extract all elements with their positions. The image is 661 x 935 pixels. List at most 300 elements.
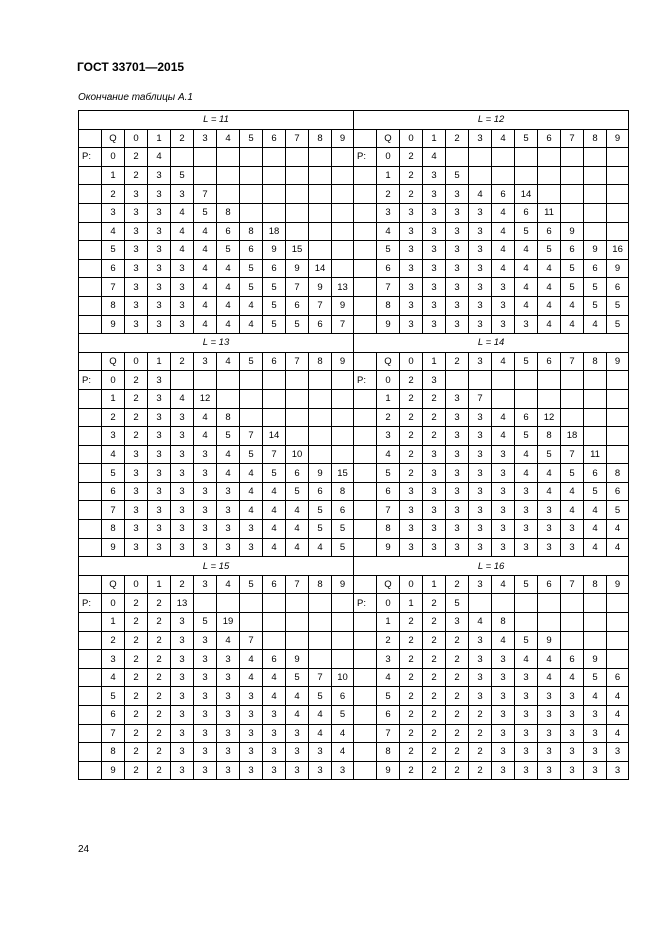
table-row (79, 594, 629, 613)
column-header-cell: 3 (469, 352, 492, 371)
column-header-cell: 6 (538, 129, 561, 148)
table-cell: 3 (263, 724, 286, 743)
table-cell: 9 (309, 464, 332, 483)
table-cell: 2 (125, 631, 148, 650)
column-header-cell: 0 (400, 129, 423, 148)
table-cell: 3 (400, 259, 423, 278)
table-row (79, 631, 629, 650)
table-cell (584, 594, 607, 613)
p-column-cell (79, 129, 102, 148)
table-cell (309, 241, 332, 260)
column-header-cell: 1 (423, 129, 446, 148)
table-cell (561, 203, 584, 222)
table-cell: 3 (515, 668, 538, 687)
table-cell: 3 (469, 259, 492, 278)
p-column-cell (79, 501, 102, 520)
table-cell: 2 (125, 687, 148, 706)
table-cell: 3 (171, 520, 194, 539)
table-cell: 2 (125, 594, 148, 613)
column-header-cell: 5 (515, 129, 538, 148)
table-cell: 9 (286, 650, 309, 669)
table-cell: 1 (377, 389, 400, 408)
column-header-cell: 3 (469, 575, 492, 594)
column-header-cell: 4 (492, 129, 515, 148)
table-cell: 3 (125, 445, 148, 464)
table-cell: 4 (561, 501, 584, 520)
table-cell: 6 (332, 687, 354, 706)
p-column-cell (79, 575, 102, 594)
p-column-cell (354, 408, 377, 427)
table-cell (217, 371, 240, 390)
table-cell: 3 (492, 687, 515, 706)
table-cell: 6 (515, 408, 538, 427)
table-cell: 5 (584, 482, 607, 501)
column-header-row (79, 575, 629, 594)
table-cell: 2 (423, 706, 446, 725)
table-cell (538, 185, 561, 204)
table-cell (469, 371, 492, 390)
block-label: L = 16 (354, 557, 629, 576)
table-cell: 2 (400, 761, 423, 780)
table-cell: 3 (377, 203, 400, 222)
p-column-cell (354, 296, 377, 315)
column-header-cell: Q (377, 129, 400, 148)
table-cell: 14 (309, 259, 332, 278)
table-cell: 2 (400, 743, 423, 762)
table-cell: 18 (263, 222, 286, 241)
column-header-cell: 4 (492, 352, 515, 371)
probability-table (78, 110, 629, 780)
table-cell: 5 (584, 668, 607, 687)
table-cell (492, 371, 515, 390)
table-cell: 3 (171, 687, 194, 706)
page-number: 24 (78, 844, 90, 855)
table-cell: 3 (400, 222, 423, 241)
table-cell: 3 (561, 743, 584, 762)
table-cell (492, 148, 515, 167)
table-cell: 4 (515, 241, 538, 260)
table-cell: 4 (561, 296, 584, 315)
table-cell: 6 (102, 259, 125, 278)
p-column-cell (79, 761, 102, 780)
table-cell: 3 (148, 315, 171, 334)
table-cell: 7 (469, 389, 492, 408)
table-cell: 2 (148, 761, 171, 780)
table-cell: 3 (492, 464, 515, 483)
table-cell: 7 (377, 724, 400, 743)
table-cell: 2 (400, 706, 423, 725)
table-cell: 4 (492, 259, 515, 278)
table-cell: 3 (171, 668, 194, 687)
table-cell: 9 (332, 296, 354, 315)
table-cell: 10 (286, 445, 309, 464)
table-cell (286, 427, 309, 446)
table-cell: 2 (446, 687, 469, 706)
table-cell: 3 (148, 278, 171, 297)
table-cell: 4 (171, 389, 194, 408)
table-row (79, 464, 629, 483)
table-cell: 4 (584, 315, 607, 334)
table-cell: 5 (538, 445, 561, 464)
p-column-cell (354, 724, 377, 743)
table-cell: 3 (194, 631, 217, 650)
table-cell: 4 (492, 203, 515, 222)
table-cell: 4 (102, 222, 125, 241)
table-cell: 5 (607, 296, 629, 315)
table-cell: 7 (332, 315, 354, 334)
table-cell: 3 (515, 687, 538, 706)
table-cell: 4 (377, 445, 400, 464)
column-header-cell: 7 (286, 575, 309, 594)
table-row (79, 743, 629, 762)
table-cell: 1 (377, 166, 400, 185)
table-cell: 3 (446, 315, 469, 334)
table-cell: 2 (446, 668, 469, 687)
table-cell: 3 (423, 259, 446, 278)
table-cell: 4 (240, 315, 263, 334)
table-cell: 3 (217, 761, 240, 780)
table-cell: 3 (400, 241, 423, 260)
table-cell: 3 (561, 706, 584, 725)
p-column-cell (354, 315, 377, 334)
table-cell (538, 613, 561, 632)
table-cell: 3 (492, 743, 515, 762)
block-label: L = 15 (79, 557, 354, 576)
table-cell: 3 (194, 482, 217, 501)
table-cell: 5 (263, 464, 286, 483)
p-column-cell (354, 129, 377, 148)
table-cell (332, 222, 354, 241)
table-cell (309, 445, 332, 464)
table-cell: 3 (400, 520, 423, 539)
p-column-cell (354, 166, 377, 185)
table-cell (263, 371, 286, 390)
table-cell: 1 (377, 613, 400, 632)
p-column-cell (79, 427, 102, 446)
table-cell: 3 (102, 203, 125, 222)
p-column-cell (79, 315, 102, 334)
table-cell: 9 (607, 259, 629, 278)
table-cell: 3 (125, 185, 148, 204)
column-header-cell: 7 (561, 575, 584, 594)
table-cell: 5 (561, 259, 584, 278)
table-cell: 3 (194, 501, 217, 520)
p-column-cell (354, 575, 377, 594)
table-cell: 8 (332, 482, 354, 501)
table-cell: 3 (125, 482, 148, 501)
column-header-cell: 5 (240, 352, 263, 371)
table-cell: 2 (423, 389, 446, 408)
table-cell: 3 (469, 631, 492, 650)
table-cell (469, 166, 492, 185)
table-cell: 4 (332, 743, 354, 762)
table-cell: 5 (515, 222, 538, 241)
table-row (79, 389, 629, 408)
table-cell (194, 148, 217, 167)
table-cell: 5 (446, 166, 469, 185)
table-cell: 9 (561, 222, 584, 241)
table-cell: 14 (515, 185, 538, 204)
table-cell: 2 (469, 761, 492, 780)
p-column-cell (354, 687, 377, 706)
p-column-cell (79, 389, 102, 408)
column-header-cell: 2 (171, 575, 194, 594)
table-cell: 4 (538, 482, 561, 501)
table-cell: 4 (492, 222, 515, 241)
table-cell: 4 (286, 538, 309, 557)
table-cell: 4 (240, 482, 263, 501)
table-cell: 7 (377, 278, 400, 297)
table-cell (263, 631, 286, 650)
table-cell: 3 (125, 241, 148, 260)
table-cell: 5 (263, 278, 286, 297)
table-cell: 6 (561, 241, 584, 260)
column-header-cell: 5 (240, 129, 263, 148)
table-row (79, 520, 629, 539)
column-header-cell: 3 (194, 575, 217, 594)
table-cell: 19 (217, 613, 240, 632)
table-cell: 4 (263, 538, 286, 557)
table-row (79, 278, 629, 297)
table-row (79, 222, 629, 241)
table-cell: 4 (240, 668, 263, 687)
table-cell: 4 (263, 520, 286, 539)
table-cell: 5 (217, 427, 240, 446)
table-cell: 3 (217, 743, 240, 762)
p-column-cell (79, 482, 102, 501)
table-cell (561, 613, 584, 632)
column-header-cell: 2 (171, 129, 194, 148)
table-cell: 3 (171, 613, 194, 632)
table-cell (217, 389, 240, 408)
table-cell (515, 371, 538, 390)
column-header-row (79, 129, 629, 148)
table-cell: 6 (332, 501, 354, 520)
table-cell: 2 (423, 408, 446, 427)
table-cell: 3 (194, 724, 217, 743)
table-cell: 3 (194, 464, 217, 483)
table-cell (332, 371, 354, 390)
table-cell: 6 (263, 259, 286, 278)
table-cell: 3 (400, 203, 423, 222)
table-cell: 3 (469, 650, 492, 669)
table-cell: 3 (171, 315, 194, 334)
table-row (79, 185, 629, 204)
table-cell: 3 (194, 520, 217, 539)
table-cell (607, 631, 629, 650)
table-row (79, 427, 629, 446)
table-cell: 3 (286, 761, 309, 780)
table-cell (469, 148, 492, 167)
table-cell: 3 (584, 724, 607, 743)
table-cell: 2 (148, 668, 171, 687)
column-header-cell: 8 (309, 575, 332, 594)
table-cell: 4 (492, 408, 515, 427)
table-cell: 3 (102, 427, 125, 446)
table-cell (309, 427, 332, 446)
table-cell: 3 (561, 538, 584, 557)
table-cell (286, 371, 309, 390)
column-header-cell: Q (102, 352, 125, 371)
table-cell: 3 (446, 222, 469, 241)
table-cell: 8 (102, 743, 125, 762)
table-cell (263, 148, 286, 167)
table-cell (309, 389, 332, 408)
table-cell: 4 (217, 259, 240, 278)
column-header-cell: 9 (607, 129, 629, 148)
table-cell (309, 613, 332, 632)
table-cell: 9 (377, 315, 400, 334)
p-column-cell (79, 520, 102, 539)
table-cell (584, 148, 607, 167)
table-cell: 2 (400, 687, 423, 706)
table-cell: 2 (125, 724, 148, 743)
p-column-cell (79, 185, 102, 204)
table-cell: 3 (125, 464, 148, 483)
table-cell: 5 (286, 668, 309, 687)
table-cell (240, 408, 263, 427)
table-cell: 3 (171, 482, 194, 501)
column-header-cell: 1 (148, 129, 171, 148)
table-cell: 2 (423, 687, 446, 706)
table-cell (286, 389, 309, 408)
column-header-cell: 1 (423, 575, 446, 594)
table-cell: 3 (171, 427, 194, 446)
table-cell (538, 166, 561, 185)
table-cell: 3 (240, 538, 263, 557)
table-cell (561, 408, 584, 427)
table-cell: 3 (469, 408, 492, 427)
table-cell (515, 166, 538, 185)
table-cell: 6 (240, 241, 263, 260)
table-cell (584, 185, 607, 204)
table-cell: 4 (607, 538, 629, 557)
table-cell: 3 (423, 482, 446, 501)
column-header-cell: 0 (400, 575, 423, 594)
table-cell: 5 (377, 687, 400, 706)
table-cell: 3 (125, 259, 148, 278)
block-header-row (79, 557, 629, 576)
table-cell: 2 (446, 743, 469, 762)
table-cell: 5 (607, 501, 629, 520)
p-column-cell (79, 724, 102, 743)
table-cell: 3 (469, 464, 492, 483)
table-cell: 4 (309, 724, 332, 743)
p-column-cell (354, 352, 377, 371)
table-cell: 3 (423, 241, 446, 260)
p-column-cell (354, 706, 377, 725)
table-cell: 3 (171, 278, 194, 297)
p-column-cell (354, 538, 377, 557)
table-cell: 4 (217, 464, 240, 483)
table-cell (515, 389, 538, 408)
p-column-cell (354, 427, 377, 446)
table-cell (607, 222, 629, 241)
p-column-cell (79, 241, 102, 260)
table-cell (332, 445, 354, 464)
column-header-cell: 7 (286, 129, 309, 148)
table-cell: 4 (240, 501, 263, 520)
table-cell: 5 (240, 445, 263, 464)
table-cell (607, 166, 629, 185)
table-cell (561, 166, 584, 185)
table-cell: 4 (538, 315, 561, 334)
table-cell: 3 (309, 761, 332, 780)
table-cell: 4 (492, 427, 515, 446)
p-column-cell (354, 389, 377, 408)
table-cell: 4 (538, 259, 561, 278)
table-cell: 3 (515, 501, 538, 520)
table-cell: 5 (171, 166, 194, 185)
table-cell: 3 (217, 520, 240, 539)
table-cell: 2 (423, 650, 446, 669)
table-cell: 4 (515, 259, 538, 278)
table-cell (309, 371, 332, 390)
table-cell: 4 (194, 408, 217, 427)
table-cell: 8 (102, 296, 125, 315)
table-cell: 2 (446, 650, 469, 669)
table-cell: 3 (538, 687, 561, 706)
table-cell: 3 (515, 538, 538, 557)
table-cell: 4 (240, 650, 263, 669)
p-column-cell (79, 706, 102, 725)
p-label: P: (354, 594, 377, 613)
table-cell: 11 (584, 445, 607, 464)
table-cell: 5 (446, 594, 469, 613)
p-label: P: (354, 371, 377, 390)
table-cell (584, 613, 607, 632)
p-column-cell (79, 203, 102, 222)
table-cell: 3 (171, 650, 194, 669)
table-cell: 4 (286, 706, 309, 725)
table-cell: 3 (194, 761, 217, 780)
table-cell: 3 (194, 706, 217, 725)
table-cell: 3 (469, 687, 492, 706)
table-cell (584, 371, 607, 390)
table-cell: 2 (446, 706, 469, 725)
column-header-cell: 9 (332, 575, 354, 594)
table-cell: 2 (148, 743, 171, 762)
column-header-cell: 8 (584, 129, 607, 148)
table-cell: 3 (492, 315, 515, 334)
table-cell (584, 408, 607, 427)
table-cell: 3 (446, 278, 469, 297)
table-cell: 2 (102, 631, 125, 650)
table-cell: 4 (469, 185, 492, 204)
table-cell (332, 650, 354, 669)
table-cell (515, 594, 538, 613)
table-cell: 3 (607, 761, 629, 780)
table-cell: 5 (263, 296, 286, 315)
table-cell: 3 (561, 520, 584, 539)
table-cell: 3 (217, 687, 240, 706)
table-cell: 1 (102, 389, 125, 408)
table-cell: 3 (171, 296, 194, 315)
table-cell: 3 (538, 724, 561, 743)
p-column-cell (354, 241, 377, 260)
table-cell: 3 (125, 520, 148, 539)
table-cell: 2 (400, 445, 423, 464)
table-row (79, 668, 629, 687)
table-cell: 4 (538, 650, 561, 669)
table-cell (217, 594, 240, 613)
table-cell: 8 (102, 520, 125, 539)
table-cell: 4 (171, 222, 194, 241)
table-cell (171, 371, 194, 390)
table-cell: 2 (125, 743, 148, 762)
table-cell: 3 (240, 724, 263, 743)
table-cell: 3 (171, 408, 194, 427)
